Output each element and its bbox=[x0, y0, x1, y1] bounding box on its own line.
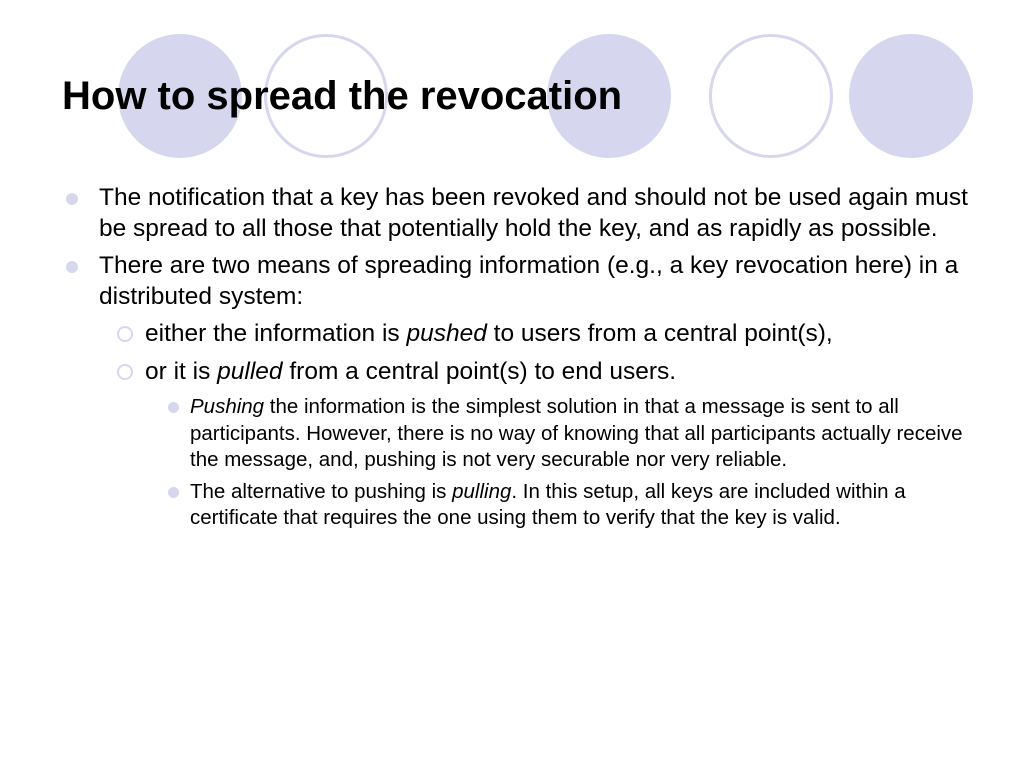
slide-content bbox=[62, 182, 972, 537]
bullet-dot-icon bbox=[168, 402, 179, 413]
sub-bullet-text: to users from a central point(s), bbox=[486, 320, 833, 347]
ring-circle-decoration bbox=[709, 34, 833, 158]
bullet-dot-icon bbox=[66, 193, 78, 205]
bullet-text: The notification that a key has been revoked and should not be used again must be spread to all those that potentially hold the key, and as rapidly as possible. bbox=[99, 184, 968, 242]
sub-sub-bullet-text: The alternative to pushing is bbox=[190, 479, 453, 503]
bullet-dot-icon bbox=[168, 487, 179, 498]
sub-bullet-emphasis: pushed bbox=[406, 320, 487, 347]
sub-bullet-item bbox=[62, 356, 972, 388]
bullet-ring-icon bbox=[117, 364, 133, 380]
bullet-ring-icon bbox=[117, 326, 133, 342]
slide-title: How to spread the revocation bbox=[62, 74, 623, 118]
sub-bullet-emphasis: pulled bbox=[217, 358, 283, 385]
bullet-dot-icon bbox=[66, 261, 78, 273]
sub-bullet-text: or it is bbox=[145, 358, 218, 385]
sub-sub-bullet-emphasis: Pushing bbox=[190, 395, 265, 418]
bullet-text: There are two means of spreading information (e.g., a key revocation here) in a distributed system: bbox=[99, 252, 959, 310]
sub-sub-bullet-emphasis: pulling bbox=[452, 479, 512, 503]
sub-sub-bullet-item bbox=[62, 394, 972, 474]
sub-bullet-item bbox=[62, 318, 972, 350]
sub-sub-bullet-text: . In this setup, all keys are included within a certificate that requires the one using them to verify that the key is valid. bbox=[190, 479, 906, 529]
bullet-item bbox=[62, 250, 972, 312]
filled-circle-decoration bbox=[849, 34, 973, 158]
bullet-item bbox=[62, 182, 972, 244]
sub-sub-bullet-item bbox=[62, 479, 972, 532]
sub-sub-bullet-text: the information is the simplest solution in that a message is sent to all participants. However, there is no way of knowing that all participants actually receive the message, and, pushing is not very securable nor very reliable. bbox=[190, 395, 963, 471]
sub-bullet-text: either the information is bbox=[145, 320, 407, 347]
sub-bullet-text: from a central point(s) to end users. bbox=[282, 358, 677, 385]
